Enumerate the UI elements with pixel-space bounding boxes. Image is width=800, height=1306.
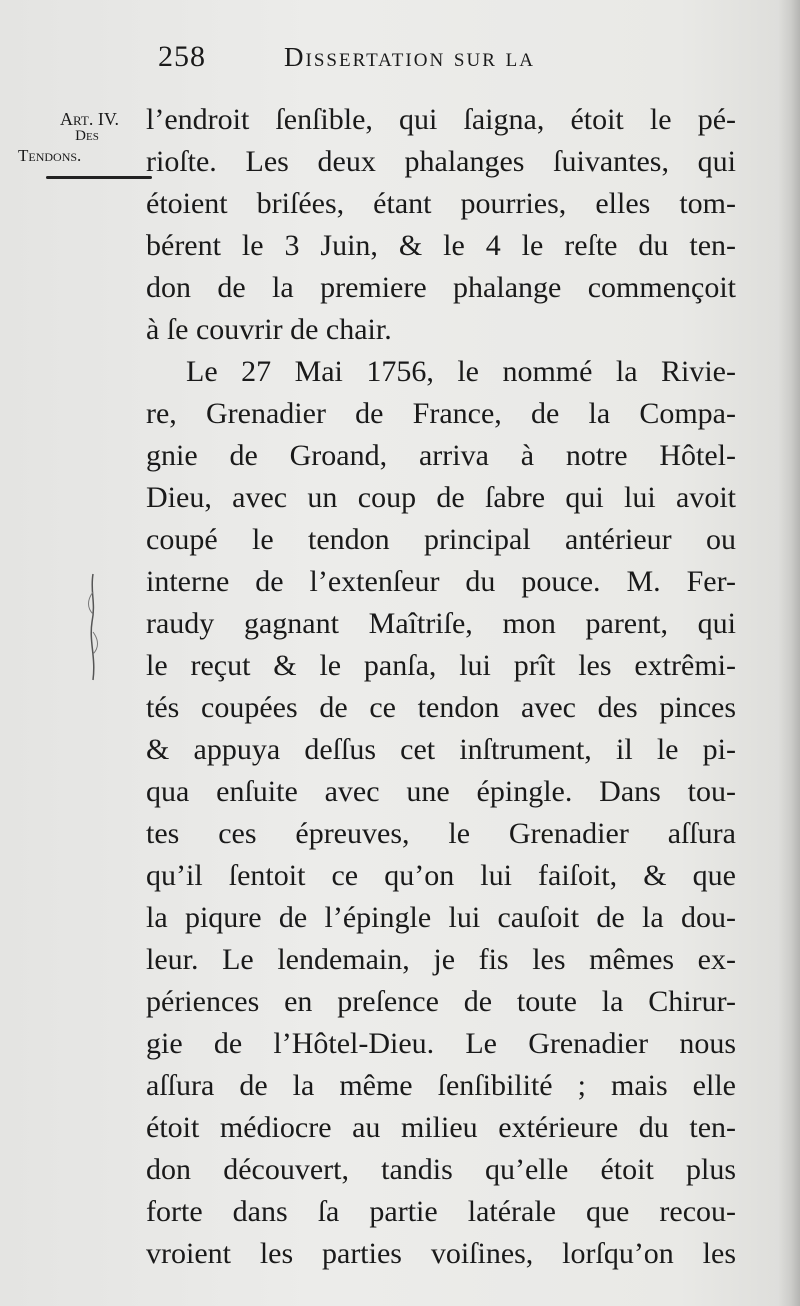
text-line: gie de l’Hôtel-Dieu. Le Grenadier nous: [146, 1027, 736, 1060]
text-line: le reçut & le panſa, lui prît les extrêmi-: [146, 649, 736, 682]
text-line: interne de l’extenſeur du pouce. M. Fer-: [146, 565, 736, 598]
text-line: re, Grenadier de France, de la Compa-: [146, 397, 736, 430]
text-line: qua enſuite avec une épingle. Dans tou-: [146, 775, 736, 808]
margin-note-subject: Tendons.: [18, 146, 82, 165]
text-line: rioſte. Les deux phalanges ſuivantes, qui: [146, 145, 736, 178]
text-line: périences en preſence de toute la Chirur-: [146, 985, 736, 1018]
margin-ornament: [82, 572, 104, 682]
margin-note-des: Des: [75, 128, 99, 144]
page-gutter-shadow: [778, 0, 800, 1306]
page-number: 258: [158, 40, 206, 73]
text-line: bérent le 3 Juin, & le 4 le reſte du ten-: [146, 229, 736, 262]
text-line: vroient les parties voiſines, lorſqu’on les: [146, 1237, 736, 1270]
text-line: gnie de Groand, arriva à notre Hôtel-: [146, 439, 736, 472]
page-header: [158, 40, 638, 84]
text-line: qu’il ſentoit ce qu’on lui faiſoit, & que: [146, 859, 736, 892]
text-line: à ſe couvrir de chair.: [146, 313, 392, 346]
margin-note-article: Art. IV.: [60, 109, 120, 129]
text-line: coupé le tendon principal antérieur ou: [146, 523, 736, 556]
text-line: étoient briſées, étant pourries, elles tom-: [146, 187, 736, 220]
text-line: tes ces épreuves, le Grenadier aſſura: [146, 817, 736, 850]
text-line: leur. Le lendemain, je fis les mêmes ex-: [146, 943, 736, 976]
text-line: l’endroit ſenſible, qui ſaigna, étoit le pé-: [146, 103, 736, 136]
text-line: la piqure de l’épingle lui cauſoit de la dou-: [146, 901, 736, 934]
running-title: Dissertation sur la: [284, 42, 535, 72]
text-line: Dieu, avec un coup de ſabre qui lui avoit: [146, 481, 736, 514]
paragraph-start-line: Le 27 Mai 1756, le nommé la Rivie-: [186, 355, 736, 388]
margin-note: [14, 110, 154, 165]
text-line: étoit médiocre au milieu extérieure du ten-: [146, 1111, 736, 1144]
margin-rule: [46, 176, 152, 179]
text-line: don découvert, tandis qu’elle étoit plus: [146, 1153, 736, 1186]
text-line: don de la premiere phalange commençoit: [146, 271, 736, 304]
text-line: tés coupées de ce tendon avec des pinces: [146, 691, 736, 724]
text-line: & appuya deſſus cet inſtrument, il le pi-: [146, 733, 736, 766]
text-line: raudy gagnant Maîtriſe, mon parent, qui: [146, 607, 736, 640]
text-line: forte dans ſa partie latérale que recou-: [146, 1195, 736, 1228]
text-line: aſſura de la même ſenſibilité ; mais elle: [146, 1069, 736, 1102]
